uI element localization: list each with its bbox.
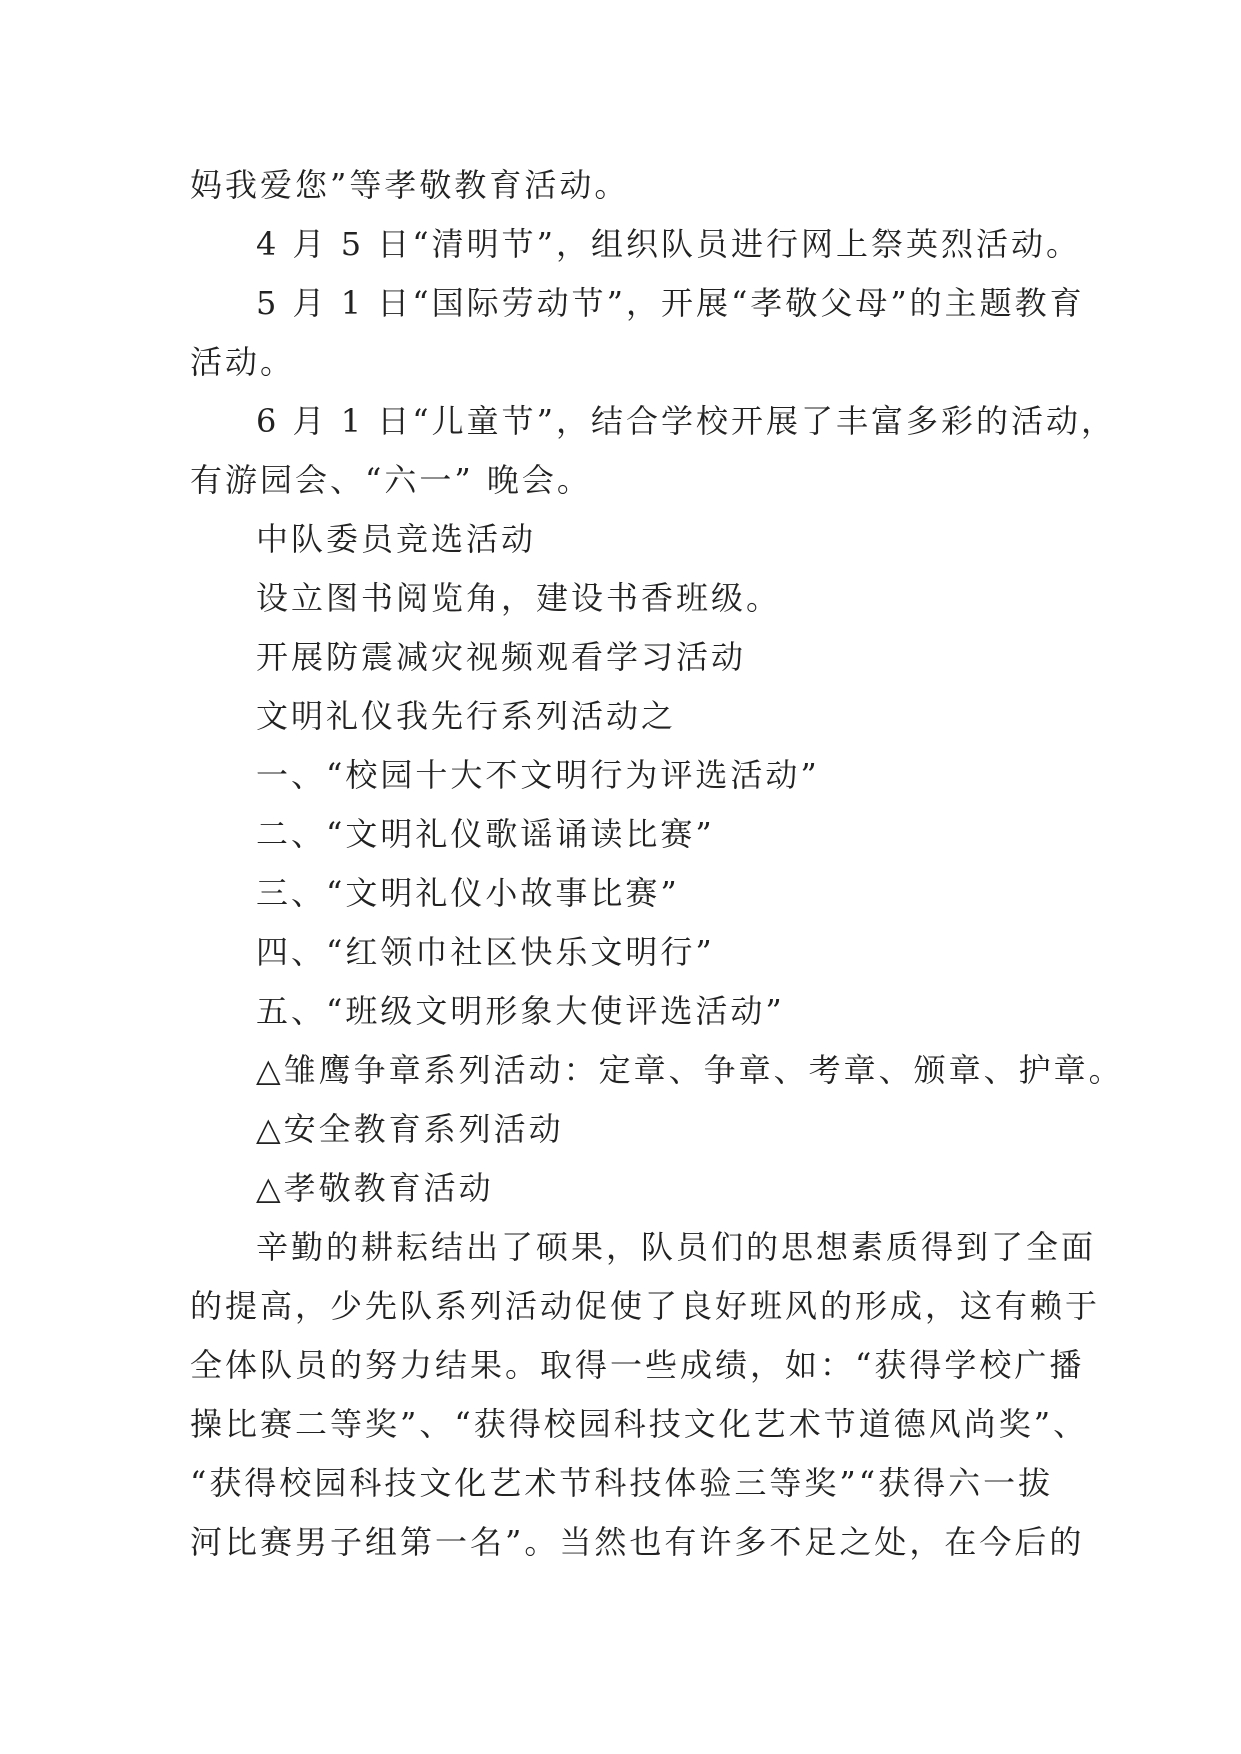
text-line: 辛勤的耕耘结出了硕果，队员们的思想素质得到了全面 xyxy=(256,1228,1097,1266)
text-line: 操比赛二等奖”、“获得校园科技文化艺术节道德风尚奖”、 xyxy=(190,1405,1089,1443)
text-line: 妈我爱您”等孝敬教育活动。 xyxy=(190,166,630,204)
text-line: 5 月 1 日“国际劳动节”，开展“孝敬父母”的主题教育 xyxy=(256,284,1085,322)
text-line: 4 月 5 日“清明节”，组织队员进行网上祭英烈活动。 xyxy=(256,225,1081,263)
text-line: 设立图书阅览角，建设书香班级。 xyxy=(256,579,782,617)
text-line: 6 月 1 日“儿童节”，结合学校开展了丰富多彩的活动， xyxy=(256,402,1116,440)
bullet-item: △安全教育系列活动 xyxy=(256,1110,564,1148)
list-item: 四、“红领巾社区快乐文明行” xyxy=(256,933,715,971)
list-item: 三、“文明礼仪小故事比赛” xyxy=(256,874,680,912)
list-item: 二、“文明礼仪歌谣诵读比赛” xyxy=(256,815,715,853)
text-line: 活动。 xyxy=(190,343,296,381)
text-line: 开展防震减灾视频观看学习活动 xyxy=(256,638,747,676)
bullet-item: △雏鹰争章系列活动：定章、争章、考章、颁章、护章。 xyxy=(256,1051,1124,1089)
document-body xyxy=(190,156,1124,1572)
text-line: 有游园会、“六一” 晚会。 xyxy=(190,461,592,499)
text-line: 河比赛男子组第一名”。当然也有许多不足之处，在今后的 xyxy=(190,1523,1085,1561)
text-line: 全体队员的努力结果。取得一些成绩，如：“获得学校广播 xyxy=(190,1346,1085,1384)
text-line: 文明礼仪我先行系列活动之 xyxy=(256,697,677,735)
text-line: “获得校园科技文化艺术节科技体验三等奖”“获得六一拔 xyxy=(190,1464,1054,1502)
bullet-item: △孝敬教育活动 xyxy=(256,1169,494,1207)
text-line: 中队委员竞选活动 xyxy=(256,520,537,558)
list-item: 五、“班级文明形象大使评选活动” xyxy=(256,992,785,1030)
text-line: 的提高，少先队系列活动促使了良好班风的形成，这有赖于 xyxy=(190,1287,1101,1325)
list-item: 一、“校园十大不文明行为评选活动” xyxy=(256,756,820,794)
